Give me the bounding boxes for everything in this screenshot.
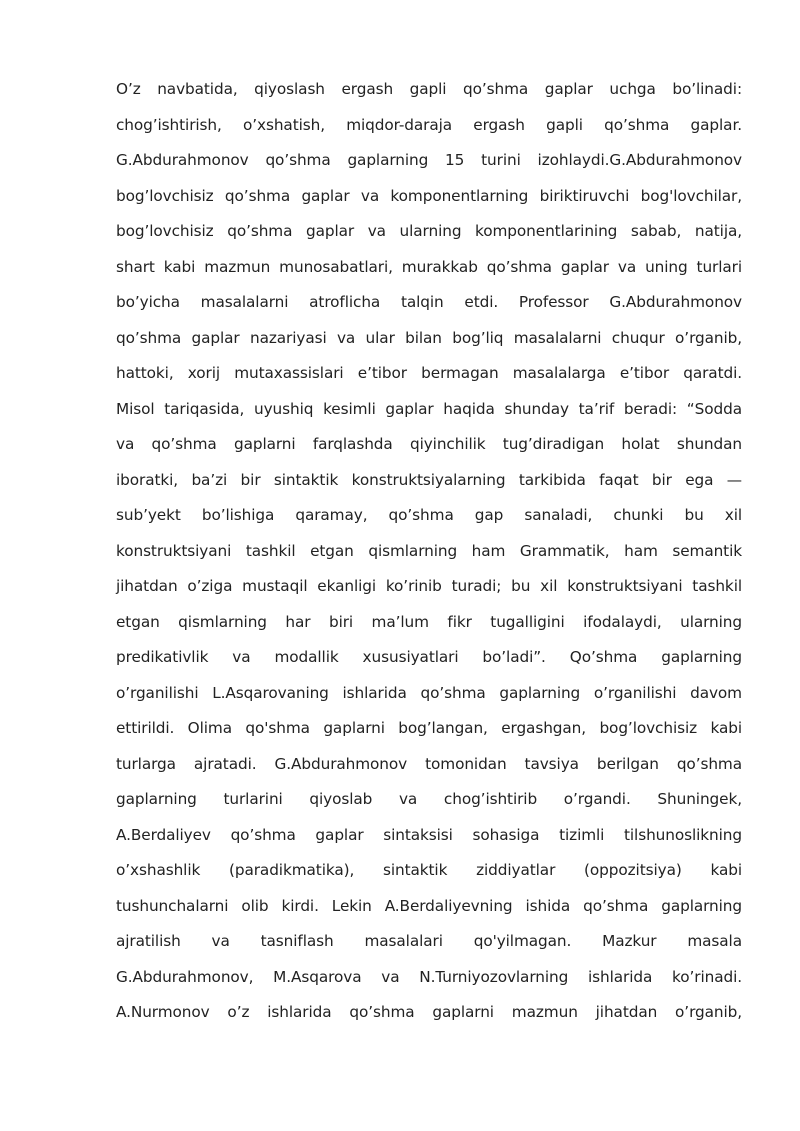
text-line: Misol tariqasida, uyushiq kesimli gaplar haqida shunday ta’rif beradi: “Sodda xyxy=(116,399,742,418)
text-line: shart kabi mazmun munosabatlari, murakkab qo’shma gaplar va uning turlari xyxy=(116,257,742,276)
text-line: hattoki, xorij mutaxassislari e’tibor bermagan masalalarga e’tibor qaratdi. xyxy=(116,364,742,382)
document-page xyxy=(116,72,742,1031)
text-line: chog’ishtirish, o’xshatish, miqdor-daraja ergash gapli qo’shma gaplar. xyxy=(116,115,742,134)
text-line: ajratilish va tasniflash masalalari qo'yilmagan. Mazkur masala xyxy=(116,932,742,950)
text-line: jihatdan o’ziga mustaqil ekanligi ko’rinib turadi; bu xil konstruktsiyani tashkil xyxy=(116,577,742,595)
text-line: tushunchalarni olib kirdi. Lekin A.Berdaliyevning ishida qo’shma gaplarning xyxy=(116,896,742,915)
text-line: etgan qismlarning har biri ma’lum fikr tugalligini ifodalaydi, ularning xyxy=(116,612,742,631)
text-line: o’rganilishi L.Asqarovaning ishlarida qo’shma gaplarning o’rganilishi davom xyxy=(116,683,742,702)
text-line: bog’lovchisiz qo’shma gaplar va komponentlarning biriktiruvchi bog'lovchilar, xyxy=(116,186,742,205)
text-line: o’xshashlik (paradikmatika), sintaktik ziddiyatlar (oppozitsiya) kabi xyxy=(116,861,742,879)
text-line: O’z navbatida, qiyoslash ergash gapli qo’shma gaplar uchga bo’linadi: xyxy=(116,80,742,98)
text-line: predikativlik va modallik xususiyatlari bo’ladi”. Qo’shma gaplarning xyxy=(116,648,742,666)
text-line: G.Abdurahmonov, M.Asqarova va N.Turniyozovlarning ishlarida ko’rinadi. xyxy=(116,967,742,986)
body-paragraph xyxy=(116,72,742,1031)
text-line: ettirildi. Olima qo'shma gaplarni bog’langan, ergashgan, bog’lovchisiz kabi xyxy=(116,719,742,737)
text-line: G.Abdurahmonov qo’shma gaplarning 15 turini izohlaydi.G.Abdurahmonov xyxy=(116,151,742,169)
text-line: A.Nurmonov o’z ishlarida qo’shma gaplarni mazmun jihatdan o’rganib, xyxy=(116,1003,742,1021)
text-line: konstruktsiyani tashkil etgan qismlarning ham Grammatik, ham semantik xyxy=(116,541,742,560)
text-line: bog’lovchisiz qo’shma gaplar va ularning komponentlarining sabab, natija, xyxy=(116,222,742,240)
text-line: iboratki, ba’zi bir sintaktik konstruktsiyalarning tarkibida faqat bir ega — xyxy=(116,470,742,489)
text-line: sub’yekt bo’lishiga qaramay, qo’shma gap sanaladi, chunki bu xil xyxy=(116,506,742,524)
text-line: qo’shma gaplar nazariyasi va ular bilan bog’liq masalalarni chuqur o’rganib, xyxy=(116,328,742,347)
text-line: A.Berdaliyev qo’shma gaplar sintaksisi sohasiga tizimli tilshunoslikning xyxy=(116,825,742,844)
text-line: turlarga ajratadi. G.Abdurahmonov tomonidan tavsiya berilgan qo’shma xyxy=(116,754,742,773)
text-line: bo’yicha masalalarni atroflicha talqin etdi. Professor G.Abdurahmonov xyxy=(116,293,742,311)
text-line: gaplarning turlarini qiyoslab va chog’ishtirib o’rgandi. Shuningek, xyxy=(116,790,742,808)
text-line: va qo’shma gaplarni farqlashda qiyinchilik tug’diradigan holat shundan xyxy=(116,435,742,453)
